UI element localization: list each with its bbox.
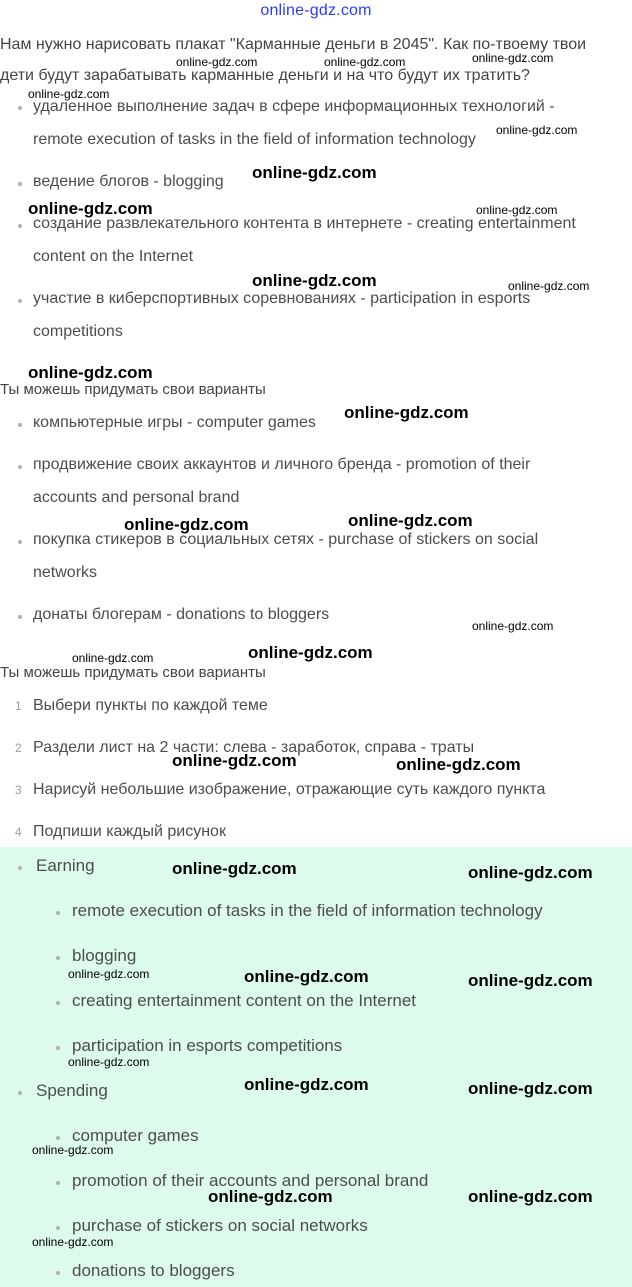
bullet-icon	[18, 615, 22, 619]
watermark: online-gdz.com	[468, 971, 593, 990]
step-item: Подпиши каждый рисунок	[33, 823, 226, 840]
watermark: online-gdz.com	[28, 87, 110, 101]
bullet-icon	[18, 1091, 22, 1095]
earning-item: blogging	[72, 946, 137, 965]
watermark: online-gdz.com	[468, 1079, 593, 1098]
variants-label: Ты можешь придумать свои варианты	[0, 381, 266, 398]
bullet-icon	[56, 1046, 60, 1050]
watermark: online-gdz.com	[508, 279, 590, 293]
watermark: online-gdz.com	[124, 515, 249, 534]
watermark: online-gdz.com	[496, 123, 578, 137]
bullet-icon	[56, 1181, 60, 1185]
bullet-icon	[56, 911, 60, 915]
bullet-icon	[18, 106, 22, 110]
bullet-icon	[18, 465, 22, 469]
watermark: online-gdz.com	[28, 363, 153, 382]
earning-item: creating entertainment content on the Internet	[72, 991, 417, 1010]
watermark: online-gdz.com	[172, 859, 297, 878]
list-item-cont: remote execution of tasks in the field of information technology	[33, 131, 476, 148]
bullet-icon	[18, 299, 22, 303]
list-item: покупка стикеров в социальных сетях - purchase of stickers on social	[33, 531, 539, 548]
step-number: 4	[15, 825, 22, 839]
watermark: online-gdz.com	[396, 755, 521, 774]
bullet-icon	[18, 540, 22, 544]
step-item: Выбери пункты по каждой теме	[33, 697, 268, 714]
step-number: 1	[15, 699, 22, 713]
watermark: online-gdz.com	[252, 163, 377, 182]
watermark: online-gdz.com	[244, 1075, 369, 1094]
spending-title: Spending	[36, 1081, 108, 1100]
bullet-icon	[18, 224, 22, 228]
bullet-icon	[18, 182, 22, 186]
list-item: компьютерные игры - computer games	[33, 414, 316, 431]
spending-item: purchase of stickers on social networks	[72, 1216, 368, 1235]
list-item-cont: competitions	[33, 323, 123, 340]
watermark: online-gdz.com	[68, 967, 150, 981]
watermark: online-gdz.com	[348, 511, 473, 530]
watermark: online-gdz.com	[472, 51, 554, 65]
step-number: 2	[15, 741, 22, 755]
list-item: участие в киберспортивных соревнованиях - participation in esports	[33, 290, 531, 307]
watermark: online-gdz.com	[68, 1055, 150, 1069]
intro-line-2: дети будут зарабатывать карманные деньги и на что будут их тратить?	[0, 67, 530, 84]
variants-label: Ты можешь придумать свои варианты	[0, 664, 266, 681]
spending-item: computer games	[72, 1126, 199, 1145]
list-item: удаленное выполнение задач в сфере информационных технологий -	[33, 98, 555, 115]
list-item: создание развлекательного контента в интернете - creating entertainment	[33, 215, 576, 232]
watermark: online-gdz.com	[244, 967, 369, 986]
earning-title: Earning	[36, 856, 95, 875]
list-item: продвижение своих аккаунтов и личного бренда - promotion of their	[33, 456, 531, 473]
watermark: online-gdz.com	[172, 751, 297, 770]
bullet-icon	[18, 866, 22, 870]
bullet-icon	[56, 1226, 60, 1230]
list-item: донаты блогерам - donations to bloggers	[33, 606, 330, 623]
watermark: online-gdz.com	[472, 619, 554, 633]
watermark: online-gdz.com	[32, 1235, 114, 1249]
bullet-icon	[56, 1271, 60, 1275]
step-item: Раздели лист на 2 части: слева - заработок, справа - траты	[33, 739, 475, 756]
watermark: online-gdz.com	[476, 203, 558, 217]
bullet-icon	[56, 1001, 60, 1005]
site-header-link[interactable]: online-gdz.com	[260, 2, 372, 19]
step-item: Нарисуй небольшие изображение, отражающие суть каждого пункта	[33, 781, 546, 798]
earning-item: remote execution of tasks in the field of information technology	[72, 901, 543, 920]
watermark: online-gdz.com	[72, 651, 154, 665]
earning-item: participation in esports competitions	[72, 1036, 343, 1055]
step-number: 3	[15, 783, 22, 797]
watermark: online-gdz.com	[28, 199, 153, 218]
intro-line-1: Нам нужно нарисовать плакат "Карманные деньги в 2045". Как по-твоему твои	[0, 36, 587, 53]
list-item: ведение блогов - blogging	[33, 173, 224, 190]
spending-item: donations to bloggers	[72, 1261, 235, 1280]
spending-item: promotion of their accounts and personal brand	[72, 1171, 429, 1190]
watermark: online-gdz.com	[324, 55, 406, 69]
watermark: online-gdz.com	[468, 863, 593, 882]
watermark: online-gdz.com	[176, 55, 258, 69]
watermark: online-gdz.com	[252, 271, 377, 290]
watermark: online-gdz.com	[468, 1187, 593, 1206]
bullet-icon	[18, 423, 22, 427]
list-item-cont: networks	[33, 564, 98, 581]
list-item-cont: accounts and personal brand	[33, 489, 240, 506]
watermark: online-gdz.com	[208, 1187, 333, 1206]
list-item-cont: content on the Internet	[33, 248, 194, 265]
watermark: online-gdz.com	[32, 1143, 114, 1157]
bullet-icon	[56, 1136, 60, 1140]
watermark: online-gdz.com	[344, 403, 469, 422]
watermark: online-gdz.com	[248, 643, 373, 662]
bullet-icon	[56, 956, 60, 960]
